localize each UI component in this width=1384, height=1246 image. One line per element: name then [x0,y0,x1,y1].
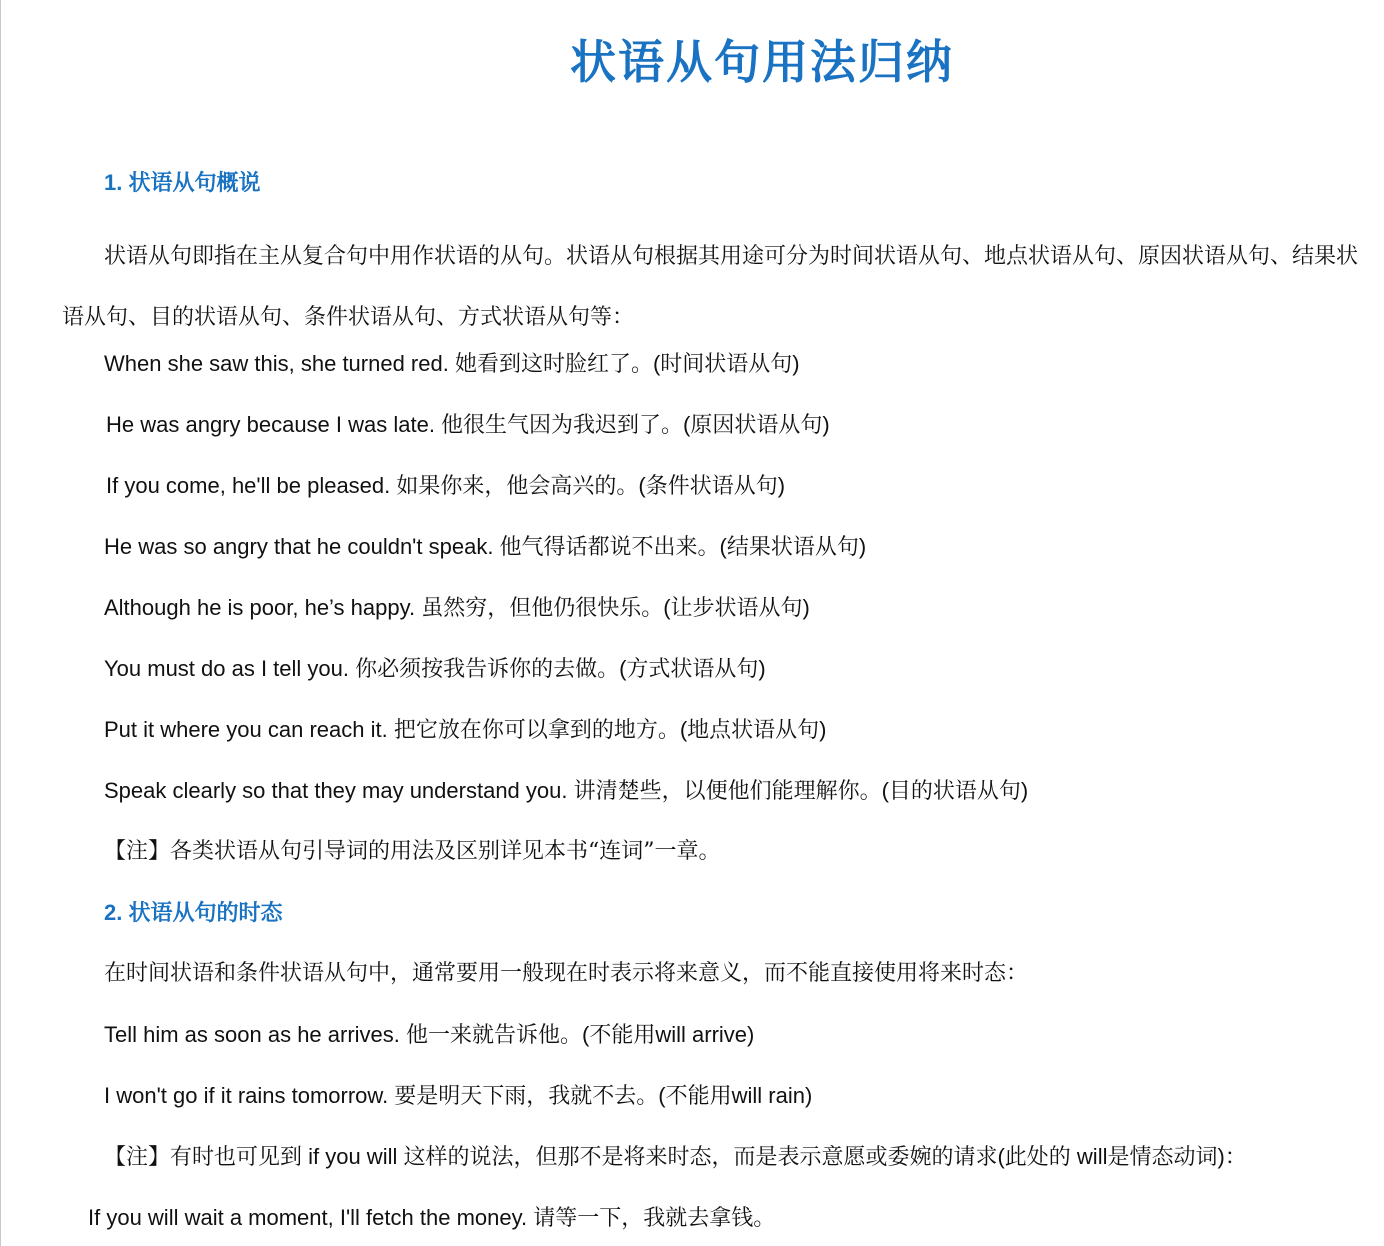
example-purpose-clause: Speak clearly so that they may understand you. 讲清楚些，以便他们能理解你。(目的状语从句) [104,778,1029,803]
example-time-clause: When she saw this, she turned red. 她看到这时脸红了。(时间状语从句) [104,351,800,376]
example-if-you-will: If you will wait a moment, I'll fetch the money. 请等一下，我就去拿钱。 [88,1205,776,1230]
section-1-heading: 1. 状语从句概说 [104,170,261,195]
section-2-note: 【注】有时也可见到 if you will 这样的说法，但那不是将来时态，而是表示意愿或委婉的请求(此处的 will是情态动词)： [104,1144,1247,1169]
example-if-rains: I won't go if it rains tomorrow. 要是明天下雨，我就不去。(不能用will rain) [104,1083,813,1108]
document-title: 状语从句用法归纳 [570,36,954,88]
section-2-intro: 在时间状语和条件状语从句中，通常要用一般现在时表示将来意义，而不能直接使用将来时态： [104,961,1029,986]
section-1-note: 【注】各类状语从句引导词的用法及区别详见本书“连词”一章。 [104,839,721,864]
example-condition-clause: If you come, he'll be pleased. 如果你来，他会高兴的。(条件状语从句) [106,473,786,498]
example-place-clause: Put it where you can reach it. 把它放在你可以拿到的地方。(地点状语从句) [104,717,827,742]
example-as-soon-as: Tell him as soon as he arrives. 他一来就告诉他。(不能用will arrive) [104,1022,755,1047]
section-1-intro: 状语从句即指在主从复合句中用作状语的从句。状语从句根据其用途可分为时间状语从句、地点状语从句、原因状语从句、结果状语从句、目的状语从句、条件状语从句、方式状语从句等： [62,244,1359,330]
example-concession-clause: Although he is poor, he’s happy. 虽然穷，但他仍很快乐。(让步状语从句) [104,595,810,620]
page-left-border [0,0,1,1246]
example-manner-clause: You must do as I tell you. 你必须按我告诉你的去做。(方式状语从句) [104,656,766,681]
example-result-clause: He was so angry that he couldn't speak. 他气得话都说不出来。(结果状语从句) [104,534,867,559]
example-reason-clause: He was angry because I was late. 他很生气因为我迟到了。(原因状语从句) [106,412,830,437]
section-2-heading: 2. 状语从句的时态 [104,900,283,925]
